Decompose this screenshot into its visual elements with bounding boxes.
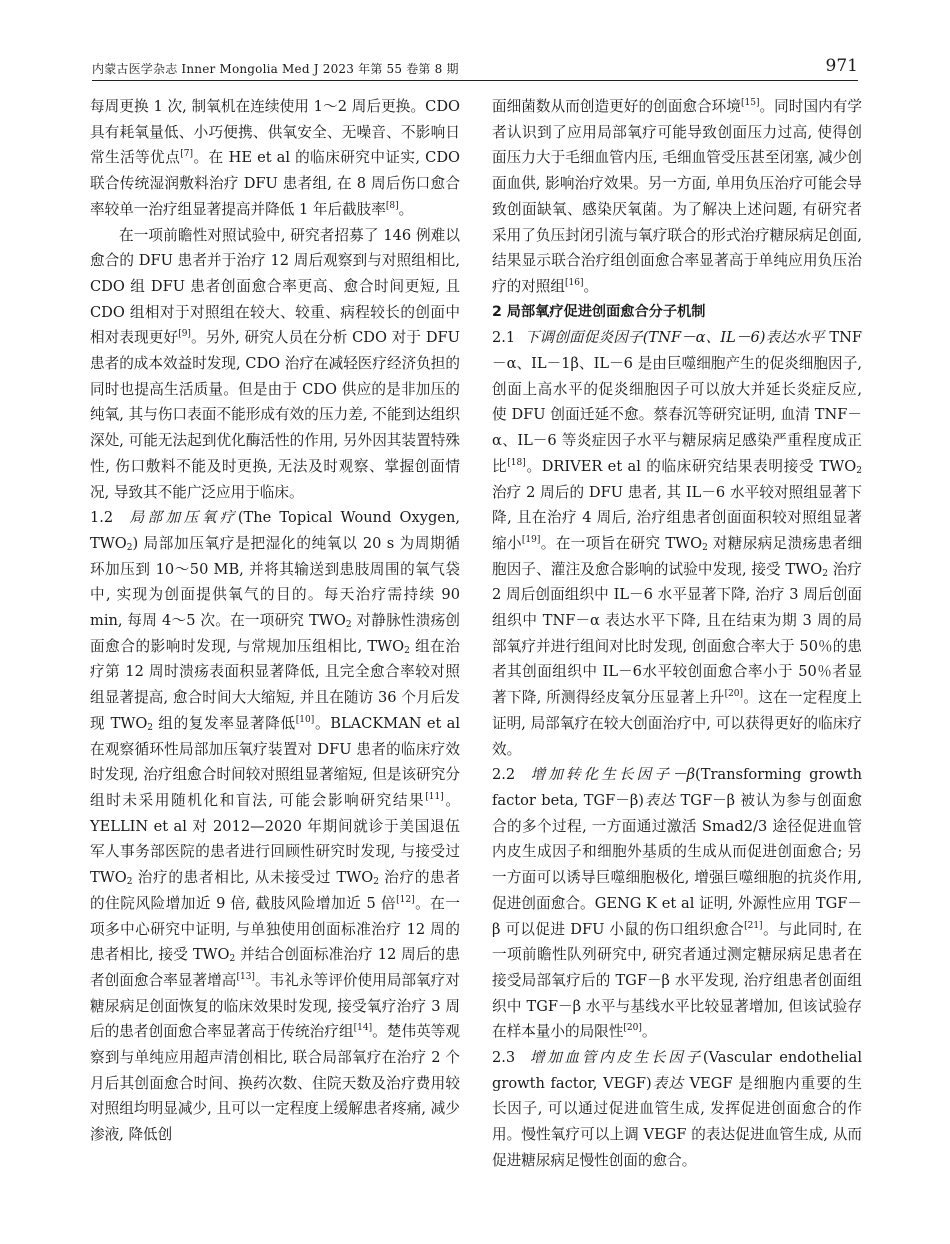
subsection-number: 1.2 xyxy=(90,509,114,527)
citation-ref[interactable]: [12] xyxy=(396,894,415,905)
citation-ref[interactable]: [9] xyxy=(178,329,191,340)
subsection-title: 增加转化生长因子－β xyxy=(530,766,696,784)
citation-ref[interactable]: [11] xyxy=(425,791,444,802)
subsection-2-2: 2.2 增加转化生长因子－β(Transforming growth factor beta, TGF－β)表达 TGF－β 被认为参与创面愈合的多个过程, 一方面通过激活 Smad2/3 途径促进血管内皮生成因子和细胞外基质的生成从而促进创面愈合; 另一方面可以诱导巨噬细胞极化, 增强巨噬细胞的抗炎作用, 促进创面愈合。GENG K et al 证明, 外源性应用 TGF－β 可以促进 DFU 小鼠的伤口组织愈合[21]。与此同时, 在一项前瞻性队列研究中, 研究者通过测定糖尿病足患者在接受局部氧疗后的 TGF－β 水平发现, 治疗组患者创面组织中 TGF－β 水平与基线水平比较显著增加, 但该试验存在样本量小的局限性[20]。 xyxy=(492,766,863,1041)
paragraph-cdo-trial: 在一项前瞻性对照试验中, 研究者招募了 146 例难以愈合的 DFU 患者并于治疗 12 周后观察到与对照组相比, CDO 组 DFU 患者创面愈合率更高、愈合时间更短, 且 CDO 组相对于对照组在较大、较重、病程较长的创面中相对表现更好[9]。另外, 研究人员在分析 CDO 对于 DFU 患者的成本效益时发现, CDO 治疗在减轻医疗经济负担的同时也提高生活质量。但是由于 CDO 供应的是非加压的纯氧, 其与伤口表面不能形成有效的压力差, 不能到达组织深处, 可能无法起到优化酶活性的作用, 另外因其装置特殊性, 伤口敷料不能及时更换, 无法及时观察、掌握创面情况, 导致其不能广泛应用于临床。 xyxy=(90,226,460,501)
left-column xyxy=(90,94,460,1148)
paragraph-cdo-summary: 每周更换 1 次, 制氧机在连续使用 1～2 周后更换。CDO 具有耗氧量低、小巧便携、供氧安全、无噪音、不影响日常生活等优点[7]。在 HE et al 的临床研究中证实, CDO 联合传统湿润敷料治疗 DFU 患者组, 在 8 周后伤口愈合率较单一治疗组显著提高并降低 1 年后截肢率[8]。 xyxy=(90,98,460,218)
paragraph-combined-therapy: 面细菌数从而创造更好的创面愈合环境[15]。同时国内有学者认识到了应用局部氧疗可能导致创面压力过高, 使得创面压力大于毛细血管内压, 毛细血管受压甚至闭塞, 减少创面血供, 影响治疗效果。另一方面, 单用负压治疗可能会导致创面缺氧、感染厌氧菌。为了解决上述问题, 有研究者采用了负压封闭引流与氧疗联合的形式治疗糖尿病足创面, 结果显示联合治疗组创面愈合率显著高于单纯应用负压治疗的对照组[16]。 xyxy=(492,98,862,295)
citation-ref[interactable]: [18] xyxy=(507,457,526,468)
running-header xyxy=(92,54,858,81)
right-column xyxy=(492,94,862,1174)
subsection-number: 2.1 xyxy=(492,329,516,347)
subsection-title: 局部加压氧疗 xyxy=(129,509,238,527)
subsection-1-2: 1.2 局部加压氧疗(The Topical Wound Oxygen, $TWO_2$) 局部加压氧疗是把湿化的纯氧以 20 s 为周期循环加压到 10～50 MB, 并将其输送到患肢周围的氧气袋中, 实现为创面提供氧气的目的。每天治疗需持续 90 min, 每周 4～5 次。在一项研究 $TWO_2$ 对静脉性溃疡创面愈合的影响时发现, 与常规加压组相比, $TWO_2$ 组在治疗第 12 周时溃疡表面积显著降低, 且完全愈合率较对照组显著提高, 愈合时间大大缩短, 并且在随访 36 个月后发现 $TWO_2$ 组的复发率显著降低[10]。BLACKMAN et al 在观察循环性局部加压氧疗装置对 DFU 患者的临床疗效时发现, 治疗组愈合时间较对照组显著缩短, 但是该研究分组时未采用随机化和盲法, 可能会影响研究结果[11]。YELLIN et al 对 2012—2020 年期间就诊于美国退伍军人事务部医院的患者进行回顾性研究时发现, 与接受过 $TWO_2$ 治疗的患者相比, 从未接受过 $TWO_2$ 治疗的患者的住院风险增加近 9 倍, 截肢风险增加近 5 倍[12]。在一项多中心研究中证明, 与单独使用创面标准治疗 12 周的患者相比, 接受 $TWO_2$ 并结合创面标准治疗 12 周后的患者创面愈合率显著增高[13]。韦礼永等评价使用局部氧疗对糖尿病足创面恢复的临床效果时发现, 接受氧疗治疗 3 周后的患者创面愈合率显著高于传统治疗组[14]。楚伟英等观察到与单纯应用超声清创相比, 联合局部氧疗在治疗 2 个月后其创面愈合时间、换药次数、住院天数及治疗费用较对照组均明显减少, 且可以一定程度上缓解患者疼痛, 减少渗液, 降低创 xyxy=(90,509,461,1144)
citation-ref[interactable]: [8] xyxy=(385,200,399,211)
subsection-number: 2.3 xyxy=(492,1049,516,1067)
citation-ref[interactable]: [13] xyxy=(236,971,255,982)
citation-ref[interactable]: [20] xyxy=(724,689,744,700)
journal-title: 内蒙古医学杂志 Inner Mongolia Med J 2023 年第 55 卷第 8 期 xyxy=(92,62,459,76)
citation-ref[interactable]: [20] xyxy=(623,1023,642,1034)
page-number: 971 xyxy=(825,56,858,76)
citation-ref[interactable]: [16] xyxy=(564,277,584,288)
citation-ref[interactable]: [14] xyxy=(353,1023,373,1034)
citation-ref[interactable]: [15] xyxy=(740,98,760,108)
subsection-title: 下调创面促炎因子(TNF－α、IL－6)表达水平 xyxy=(524,329,825,347)
citation-ref[interactable]: [10] xyxy=(295,714,315,725)
citation-ref[interactable]: [21] xyxy=(744,920,763,931)
citation-ref[interactable]: [7] xyxy=(180,149,193,160)
subsection-title: 增加血管内皮生长因子 xyxy=(529,1049,703,1067)
section-heading-2: 2 局部氧疗促进创面愈合分子机制 xyxy=(492,303,706,320)
subsection-number: 2.2 xyxy=(492,766,516,784)
subsection-2-1: 2.1 下调创面促炎因子(TNF－α、IL－6)表达水平 TNF－α、IL－1β、IL－6 是由巨噬细胞产生的促炎细胞因子, 创面上高水平的促炎细胞因子可以放大并延长炎症反应, 使 DFU 创面迁延不愈。蔡春沉等研究证明, 血清 TNF－α、IL－6 等炎症因子水平与糖尿病足感染严重程度成正比[18]。DRIVER et al 的临床研究结果表明接受 $TWO_2$ 治疗 2 周后的 DFU 患者, 其 IL－6 水平较对照组显著下降, 且在治疗 4 周后, 治疗组患者创面面积较对照组显著缩小[19]。在一项旨在研究 $TWO_2$ 对糖尿病足溃疡患者细胞因子、灌注及愈合影响的试验中发现, 接受 $TWO_2$ 治疗 2 周后创面组织中 IL－6 水平显著下降, 治疗 3 周后创面组织中 TNF－α 表达水平下降, 且在结束为期 3 周的局部氧疗并进行组间对比时发现, 创面愈合率大于 50％的患者其创面组织中 IL－6水平较创面愈合率小于 50％者显著下降, 所测得经皮氧分压显著上升[20]。这在一定程度上证明, 局部氧疗在较大创面治疗中, 可以获得更好的临床疗效。 xyxy=(492,329,863,758)
subsection-2-3: 2.3 增加血管内皮生长因子(Vascular endothelial growth factor, VEGF)表达 VEGF 是细胞内重要的生长因子, 可以通过促进血管生成, 发挥促进创面愈合的作用。慢性氧疗可以上调 VEGF 的表达促进血管生成, 从而促进糖尿病足慢性创面的愈合。 xyxy=(492,1049,862,1169)
citation-ref[interactable]: [19] xyxy=(521,534,541,545)
